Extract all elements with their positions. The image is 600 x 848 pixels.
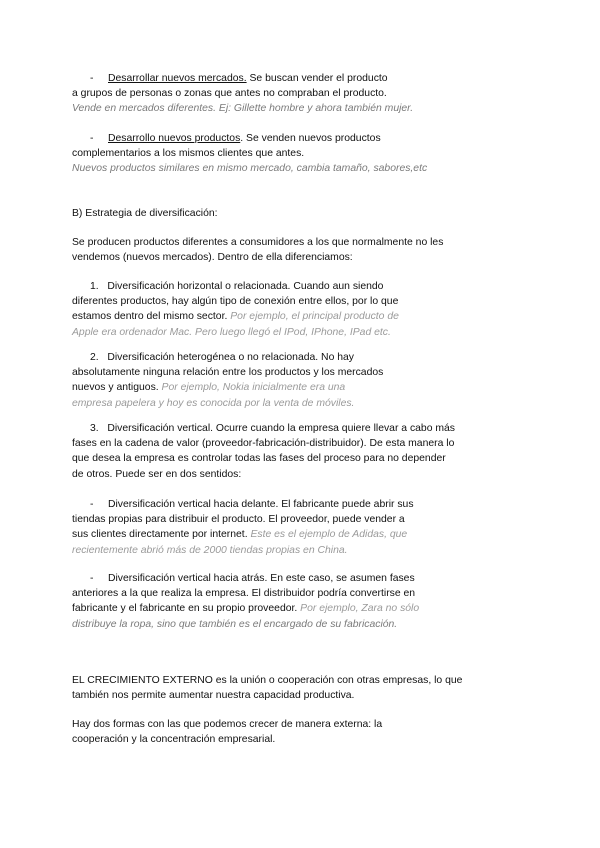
example-text: empresa papelera y hoy es conocida por la venta de móviles. — [72, 397, 355, 409]
example-text: Nuevos productos similares en mismo mercado, cambia tamaño, sabores,etc — [72, 163, 428, 175]
sub-vertical-atras: - Diversificación vertical hacia atrás. En este caso, se asumen fases anteriores a la que realiza la empresa. El distribuidor podría convertirse en fabricante y el fabricante en su propio proveedor. Por ejemplo, Zara no sólo distribuye la ropa, sino que también es el encargado de su fabricación. — [72, 571, 512, 632]
example-text: Apple era ordenador Mac. Pero luego llegó el IPod, IPhone, IPad etc. — [72, 326, 391, 338]
item-diversificacion-horizontal: 1. Diversificación horizontal o relacionada. Cuando aun siendo diferentes productos, hay algún tipo de conexión entre ellos, por lo que estamos dentro del mismo sector. Por ejemplo, el principal producto de Apple era ordenador Mac. Pero luego llegó el IPod, IPhone, IPad etc. — [72, 279, 512, 340]
bullet-dash: - — [90, 499, 94, 510]
text-line: complementarios a los mismos clientes que antes. — [72, 148, 305, 160]
item-number: 1. — [90, 281, 99, 292]
example-text: Este es el ejemplo de Adidas, que — [247, 529, 408, 541]
paragraph-crecimiento-externo: EL CRECIMIENTO EXTERNO es la unión o cooperación con otras empresas, lo que también nos permite aumentar nuestra capacidad productiva. — [72, 675, 463, 702]
bullet-dash: - — [90, 573, 94, 584]
sub-vertical-delante: - Diversificación vertical hacia delante. El fabricante puede abrir sus tiendas propias para distribuir el producto. El proveedor, puede vender a sus clientes directamente por internet. Este es el ejemplo de Adidas, que recientemente abrió más de 2000 tiendas propias en China. — [72, 497, 512, 558]
bullet-dash: - — [90, 73, 94, 84]
bullet-desarrollo-productos — [72, 131, 512, 177]
example-text: Por ejemplo, Nokia inicialmente era una — [158, 382, 346, 394]
example-text: recientemente abrió más de 2000 tiendas propias en China. — [72, 544, 348, 556]
paragraph-formas-externas: Hay dos formas con las que podemos crecer de manera externa: la cooperación y la concentración empresarial. — [72, 719, 383, 746]
text: Se buscan vender el producto — [246, 73, 388, 84]
intro-paragraph: Se producen productos diferentes a consumidores a los que normalmente no les vendemos (nuevos mercados). Dentro de ella diferenciamos: — [72, 237, 444, 264]
text-line: a grupos de personas o zonas que antes no compraban el producto. — [72, 88, 387, 100]
bullet-desarrollar-mercados — [72, 71, 512, 117]
term-desarrollo-productos: Desarrollo nuevos productos — [108, 133, 241, 144]
example-text: Por ejemplo, el principal producto de — [227, 311, 399, 323]
text: . Se venden nuevos productos — [240, 133, 381, 144]
item-diversificacion-vertical: 3. Diversificación vertical. Ocurre cuando la empresa quiere llevar a cabo más fases en la cadena de valor (proveedor-fabricación-distribuidor). De esta manera lo que desea la empresa es controlar todas las fases del proceso para no depender de otros. Puede ser en dos sentidos: — [72, 423, 456, 480]
item-number: 3. — [90, 423, 99, 434]
heading-diversificacion: B) Estrategia de diversificación: — [72, 208, 218, 219]
item-number: 2. — [90, 352, 99, 363]
example-text: Vende en mercados diferentes. Ej: Gillette hombre y ahora también mujer. — [72, 103, 414, 115]
bullet-dash: - — [90, 133, 94, 144]
example-text: Por ejemplo, Zara no sólo — [297, 603, 420, 615]
example-text: distribuye la ropa, sino que también es el encargado de su fabricación. — [72, 618, 398, 630]
term-desarrollar-mercados: Desarrollar nuevos mercados. — [108, 73, 247, 84]
item-diversificacion-heterogenea: 2. Diversificación heterogénea o no relacionada. No hay absolutamente ninguna relación entre los productos y los mercados nuevos y antiguos. Por ejemplo, Nokia inicialmente era una empresa papelera y hoy es conocida por la venta de móviles. — [72, 350, 512, 411]
